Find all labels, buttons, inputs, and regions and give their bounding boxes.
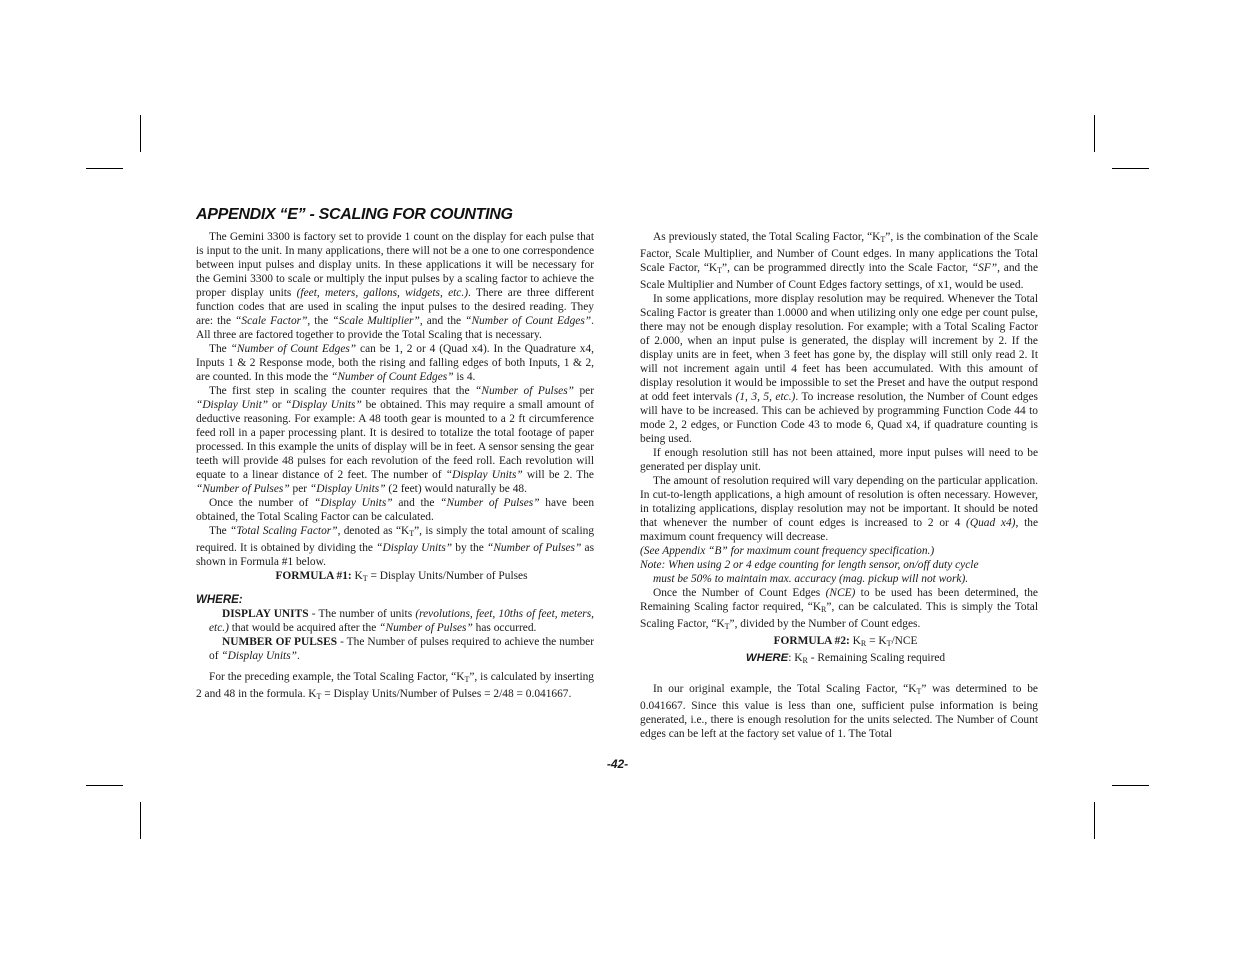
crop-mark-bottom-right-horizontal (1112, 785, 1149, 786)
paragraph-first-step: The first step in scaling the counter requires that the “Number of Pulses” per “Display Unit” or “Display Units” be obtained. This may require a small amount of deductive reasoning. For example: A 48 tooth gear is mounted to a 2 ft circumference feed roll in a paper processing plant. It is desired to totalize the total footage of paper processed. In this example the units of display will be in feet. A sensor sensing the gear teeth will provide 48 pulses for each revolution of the feed roll. Each revolution will equate to a linear distance of 2 feet. The number of “Display Units” will be 2. The “Number of Pulses” per “Display Units” (2 feet) would naturally be 48. (196, 385, 595, 495)
paragraph-original-example: In our original example, the Total Scaling Factor, “$K_T$” was determined to be 0.041667. Since this value is less than one, sufficient pulse information is being generated, i.e., there is enough resolution for the units selected. The Number of Count edges can be left at the factory set value of 1. The Total (640, 683, 1038, 740)
definition-number-of-pulses: NUMBER OF PULSES - The Number of pulses required to achieve the number of “Display Units”. (209, 636, 594, 662)
crop-mark-top-right-vertical (1094, 115, 1095, 152)
page-number: -42- (606, 757, 629, 771)
formula-1: FORMULA #1: $K_T$ = Display Units/Number of Pulses (275, 570, 528, 583)
paragraph-display-resolution: In some applications, more display resolution may be required. Whenever the Total Scaling Factor is greater than 1.0000 and when utilizing only one edge per count pulse, there may not be enough display resolution. For example; with a Total Scaling Factor of 2.000, when an input pulse is generated, the display will increment by 2. If the display units are in feet, when 3 feet has gone by, the display will still only read 2. It will not increment again until 4 feet has been accumulated. With this amount of display resolution it would be impossible to set the Preset and have the output respond at odd feet intervals (1, 3, 5, etc.). To increase resolution, the Number of Count edges will have to be increased. This can be achieved by programming Function Code 44 to mode 2, 2 edges, or Function Code 43 to mode 6, Quad x4, if quadrature counting is being used. (640, 293, 1038, 445)
formula-2-where: WHERE: $K_R$ - Remaining Scaling required (745, 652, 946, 665)
right-column (640, 230, 1038, 741)
paragraph-previously-stated: As previously stated, the Total Scaling Factor, “$K_T$”, is the combination of the Scale Factor, Scale Multiplier, and Number of Count edges. In many applications the Total Scale Factor, “$K_T$”, can be programmed directly into the Scale Factor, “SF”, and the Scale Multiplier and Number of Count Edges factory settings, of x1, would be used. (640, 231, 1039, 291)
paragraph-count-edges-determined: Once the Number of Count Edges (NCE) to be used has been determined, the Remaining Scaling factor required, “$K_R$”, can be calculated. This is simply the Total Scaling Factor, “$K_T$”, divided by the Number of Count edges. (640, 587, 1038, 631)
left-column (196, 230, 594, 704)
paragraph-resolution-amount: The amount of resolution required will vary depending on the particular application. In cut-to-length applications, a high amount of resolution is often necessary. However, in totalizing applications, display resolution may not be important. It should be noted that whenever the number of count edges is increased to 2 or 4 (Quad x4), the maximum count frequency will decrease. (640, 475, 1038, 543)
page-heading: APPENDIX “E” - SCALING FOR COUNTING (196, 206, 513, 223)
paragraph-once-obtained: Once the number of “Display Units” and the “Number of Pulses” have been obtained, the Total Scaling Factor can be calculated. (196, 497, 595, 523)
crop-mark-top-left-horizontal (86, 168, 123, 169)
paragraph-intro: The Gemini 3300 is factory set to provide 1 count on the display for each pulse that is input to the unit. In many applications, there will not be a one to one correspondence between input pulses and display units. In these applications it will be necessary for the Gemini 3300 to scale or multiply the input pulses by a scaling factor to achieve the proper display units (feet, meters, gallons, widgets, etc.). There are three different function codes that are used in scaling the input pulses to the desired reading. They are: the “Scale Factor”, the “Scale Multiplier”, and the “Number of Count Edges”. All three are factored together to provide the Total Scaling that is necessary. (196, 231, 595, 341)
formula-2: FORMULA #2: $K_R = K_T/NCE$ (773, 635, 918, 648)
paragraph-example-calc: For the preceding example, the Total Scaling Factor, “$K_T$”, is calculated by inserting 2 and 48 in the formula. $K_T$ = Display Units/Number of Pulses = 2/48 = 0.041667. (196, 671, 594, 701)
where-label: WHERE: (196, 594, 243, 606)
appendix-reference: (See Appendix “B” for maximum count frequency specification.) (640, 545, 935, 557)
paragraph-count-edges: The “Number of Count Edges” can be 1, 2 or 4 (Quad x4). In the Quadrature x4, Inputs 1 & 2 Response mode, both the rising and falling edges of both Inputs, 1 & 2, are counted. In this mode the “Number of Count Edges” is 4. (196, 343, 594, 383)
crop-mark-top-right-horizontal (1112, 168, 1149, 169)
paragraph-enough-resolution: If enough resolution still has not been attained, more input pulses will need to be generated per display unit. (640, 447, 1038, 473)
paragraph-total-scaling: The “Total Scaling Factor”, denoted as “$K_T$”, is simply the total amount of scaling required. It is obtained by dividing the “Display Units” by the “Number of Pulses” as shown in Formula #1 below. (196, 525, 595, 568)
definition-display-units: DISPLAY UNITS - The number of units (revolutions, feet, 10ths of feet, meters, etc.) that would be acquired after the “Number of Pulses” has occurred. (209, 608, 594, 634)
note-duty-cycle: Note: When using 2 or 4 edge counting for length sensor, on/off duty cycle must be 50% to maintain max. accuracy (mag. pickup will not work). (640, 559, 979, 585)
crop-mark-top-left-vertical (140, 115, 141, 152)
crop-mark-bottom-right-vertical (1094, 802, 1095, 839)
crop-mark-bottom-left-horizontal (86, 785, 123, 786)
crop-mark-bottom-left-vertical (140, 802, 141, 839)
